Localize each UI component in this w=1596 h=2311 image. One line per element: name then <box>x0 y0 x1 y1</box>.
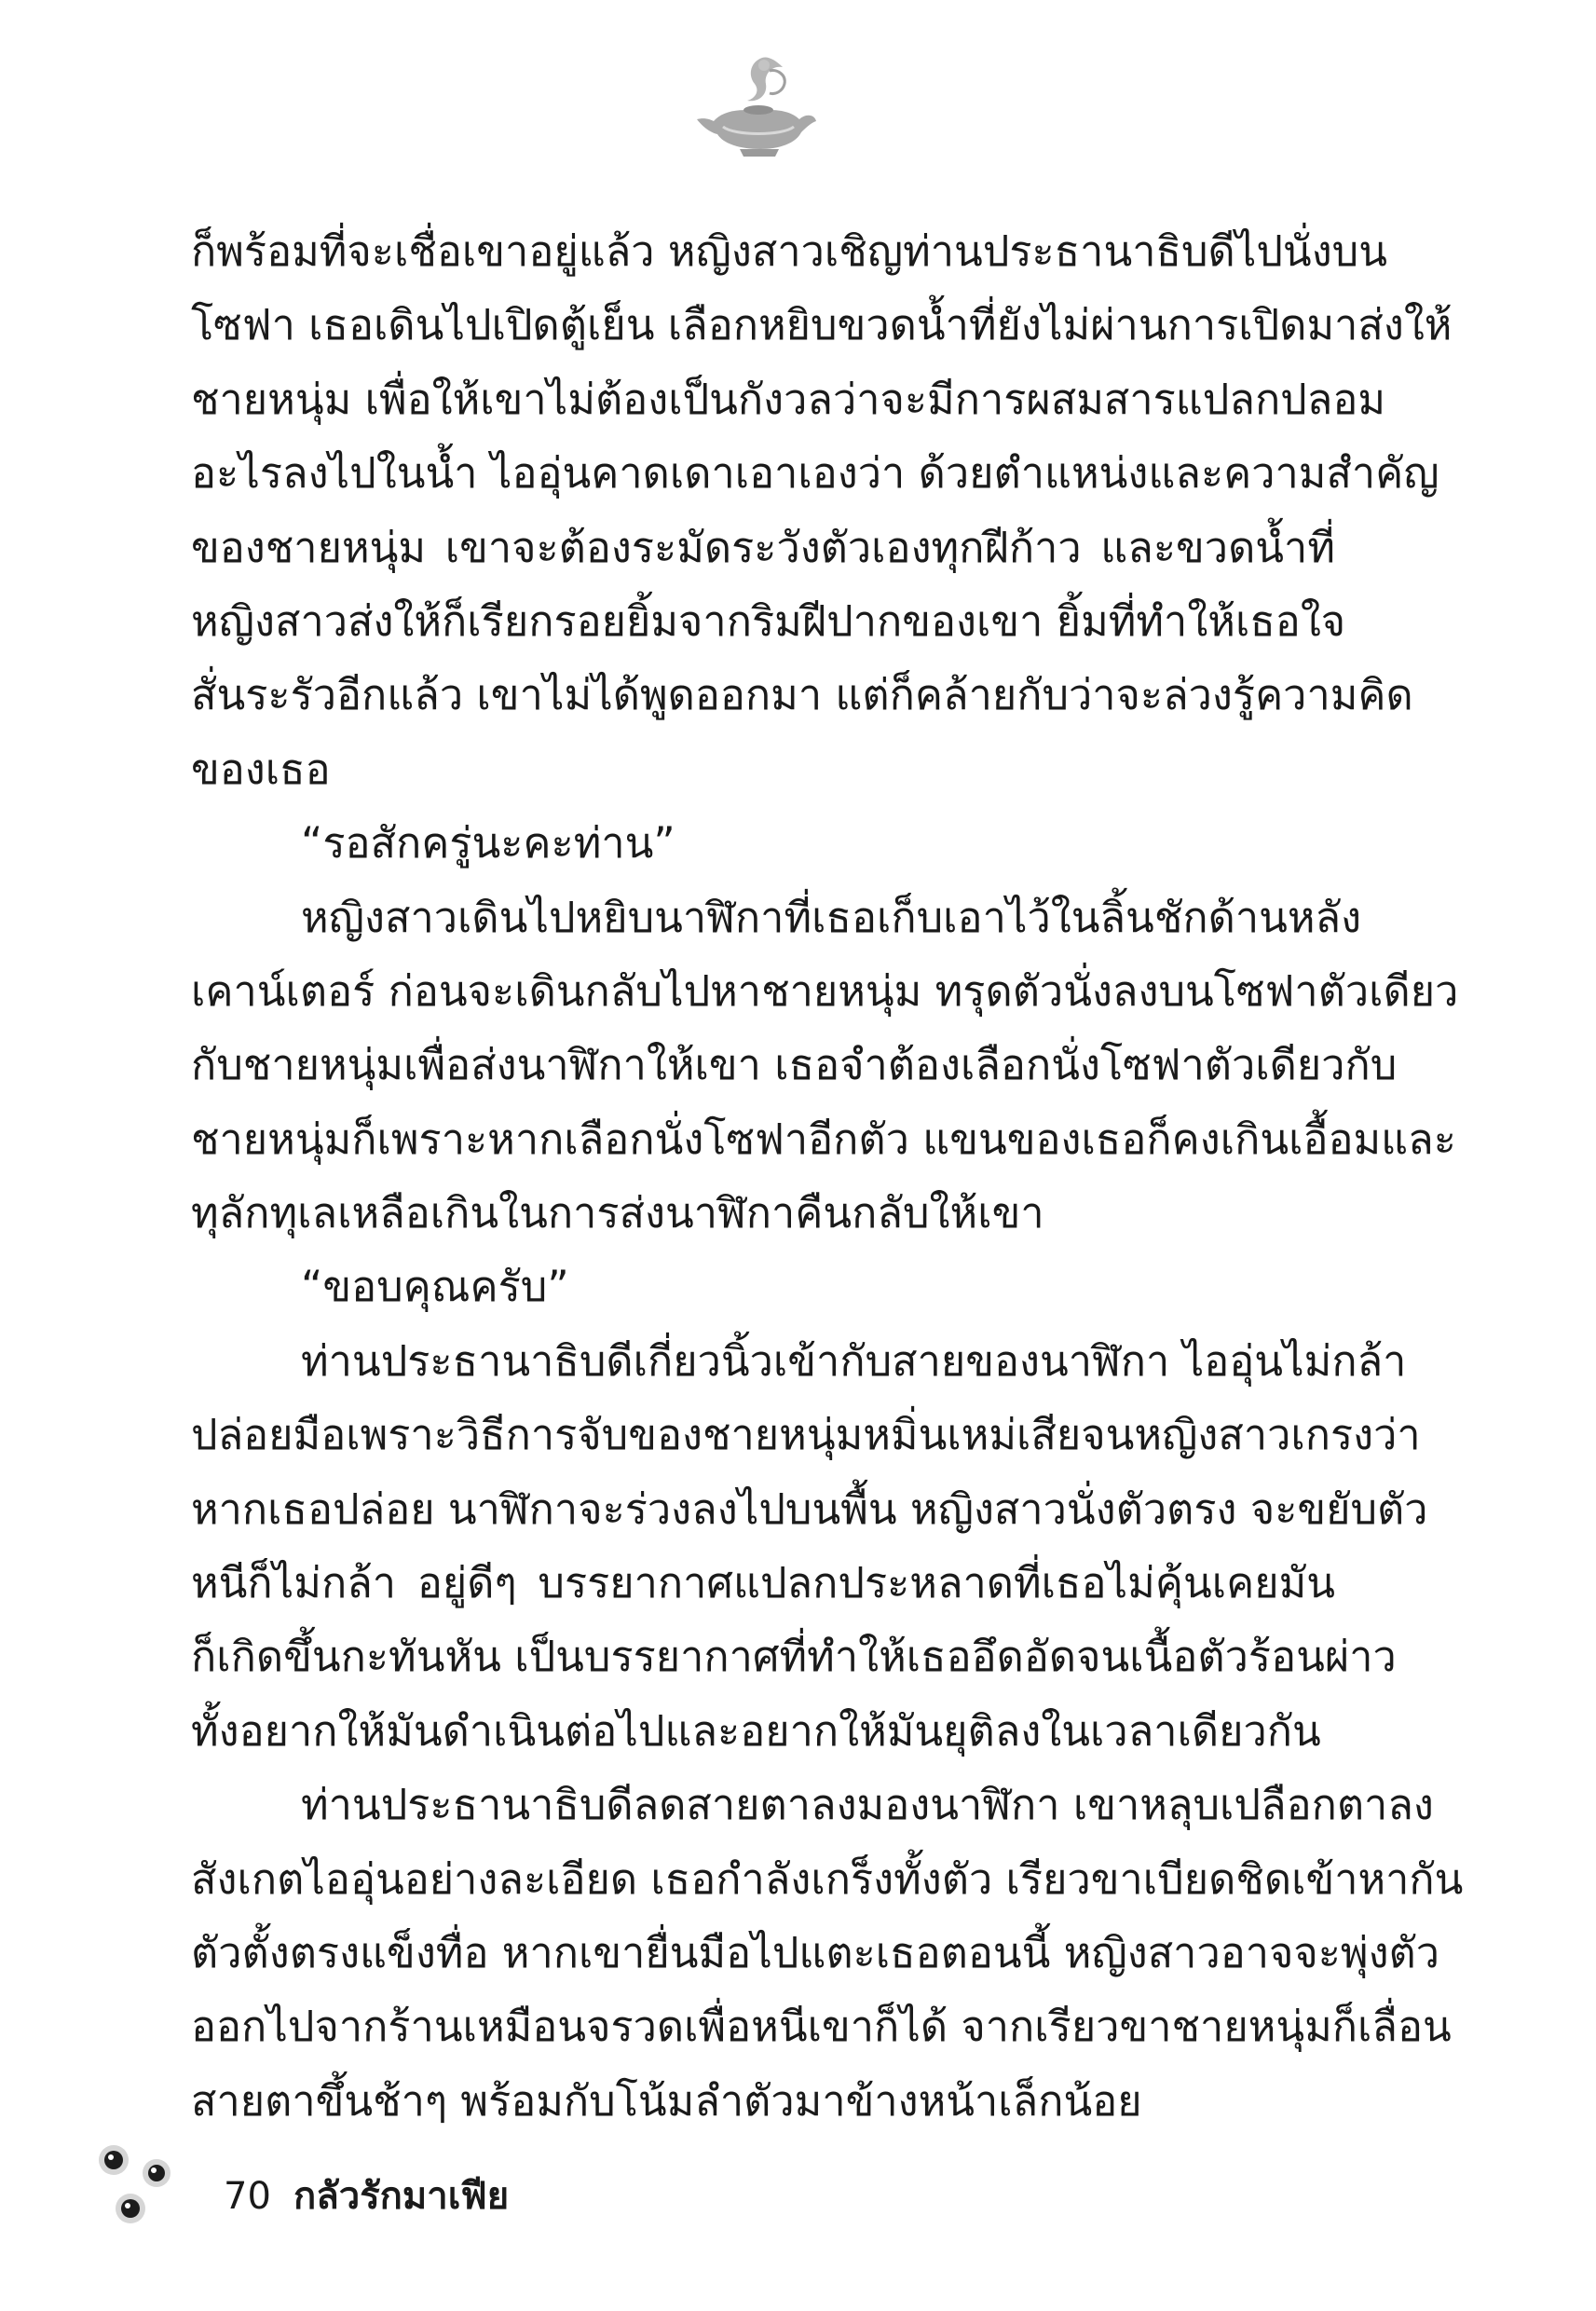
page-footer <box>93 2134 652 2236</box>
text-line: ปล่อยมือเพราะวิธีการจับของชายหนุ่มหมิ่นเหม่เสียจนหญิงสาวเกรงว่า <box>191 1410 1421 1460</box>
text-line: เคาน์เตอร์ ก่อนจะเดินกลับไปหาชายหนุ่ม ทรุดตัวนั่งลงบนโซฟาตัวเดียว <box>191 965 1459 1016</box>
text-line: “ขอบคุณครับ” <box>301 1262 569 1312</box>
text-line: ชายหนุ่ม เพื่อให้เขาไม่ต้องเป็นกังวลว่าจะมีการผสมสารแปลกปลอม <box>191 374 1386 424</box>
text-line: สั่นระรัวอีกแล้ว เขาไม่ได้พูดออกมา แต่ก็คล้ายกับว่าจะล่วงรู้ความคิด <box>191 670 1413 720</box>
body-text <box>191 214 1464 2138</box>
text-line: ทั้งอยากให้มันดำเนินต่อไปและอยากให้มันยุติลงในเวลาเดียวกัน <box>191 1705 1321 1756</box>
text-line: ของเธอ <box>191 744 331 794</box>
text-line: ท่านประธานาธิบดีลดสายตาลงมองนาฬิกา เขาหลุบเปลือกตาลง <box>301 1780 1434 1830</box>
text-line: ก็เกิดขึ้นกะทันหัน เป็นบรรยากาศที่ทำให้เธออึดอัดจนเนื้อตัวร้อนผ่าว <box>191 1632 1397 1682</box>
text-line: หากเธอปล่อย นาฬิกาจะร่วงลงไปบนพื้น หญิงสาวนั่งตัวตรง จะขยับตัว <box>191 1484 1428 1534</box>
lamp-genie-ornament-icon <box>686 52 825 164</box>
text-line: “รอสักครู่นะคะท่าน” <box>301 818 675 868</box>
text-line: ชายหนุ่มก็เพราะหากเลือกนั่งโซฟาอีกตัว แขนของเธอก็คงเกินเอื้อมและ <box>191 1114 1456 1164</box>
text-line: สายตาขึ้นช้าๆ พร้อมกับโน้มลำตัวมาข้างหน้าเล็กน้อย <box>191 2075 1142 2126</box>
text-line: ของชายหนุ่ม เขาจะต้องระมัดระวังตัวเองทุกฝีก้าว และขวดน้ำที่ <box>191 522 1335 572</box>
text-line: หญิงสาวส่งให้ก็เรียกรอยยิ้มจากริมฝีปากของเขา ยิ้มที่ทำให้เธอใจ <box>191 595 1346 646</box>
text-line: หญิงสาวเดินไปหยิบนาฬิกาที่เธอเก็บเอาไว้ในลิ้นชักด้านหลัง <box>301 892 1362 942</box>
text-line: ก็พร้อมที่จะเชื่อเขาอยู่แล้ว หญิงสาวเชิญท่านประธานาธิบดีไปนั่งบน <box>191 226 1387 276</box>
text-line: โซฟา เธอเดินไปเปิดตู้เย็น เลือกหยิบขวดน้ำที่ยังไม่ผ่านการเปิดมาส่งให้ <box>191 300 1453 350</box>
book-title: กลัวรักมาเฟีย <box>293 2175 510 2218</box>
text-line: ทุลักทุเลเหลือเกินในการส่งนาฬิกาคืนกลับให้เขา <box>191 1188 1044 1238</box>
page-number: 70 <box>224 2175 271 2218</box>
text-line: สังเกตไออุ่นอย่างละเอียด เธอกำลังเกร็งทั้งตัว เรียวขาเบียดชิดเข้าหากัน <box>191 1853 1464 1904</box>
bullet-holes-icon <box>93 2134 196 2236</box>
text-line: อะไรลงไปในน้ำ ไออุ่นคาดเดาเอาเองว่า ด้วยตำแหน่งและความสำคัญ <box>191 448 1439 499</box>
text-line: กับชายหนุ่มเพื่อส่งนาฬิกาให้เขา เธอจำต้องเลือกนั่งโซฟาตัวเดียวกับ <box>191 1040 1398 1090</box>
text-line: หนีก็ไม่กล้า อยู่ดีๆ บรรยากาศแปลกประหลาดที่เธอไม่คุ้นเคยมัน <box>191 1558 1335 1608</box>
text-line: ท่านประธานาธิบดีเกี่ยวนิ้วเข้ากับสายของนาฬิกา ไออุ่นไม่กล้า <box>301 1335 1407 1386</box>
text-line: ตัวตั้งตรงแข็งทื่อ หากเขายื่นมือไปแตะเธอตอนนี้ หญิงสาวอาจจะพุ่งตัว <box>191 1927 1440 1977</box>
text-line: ออกไปจากร้านเหมือนจรวดเพื่อหนีเขาก็ได้ จากเรียวขาชายหนุ่มก็เลื่อน <box>191 2002 1452 2052</box>
